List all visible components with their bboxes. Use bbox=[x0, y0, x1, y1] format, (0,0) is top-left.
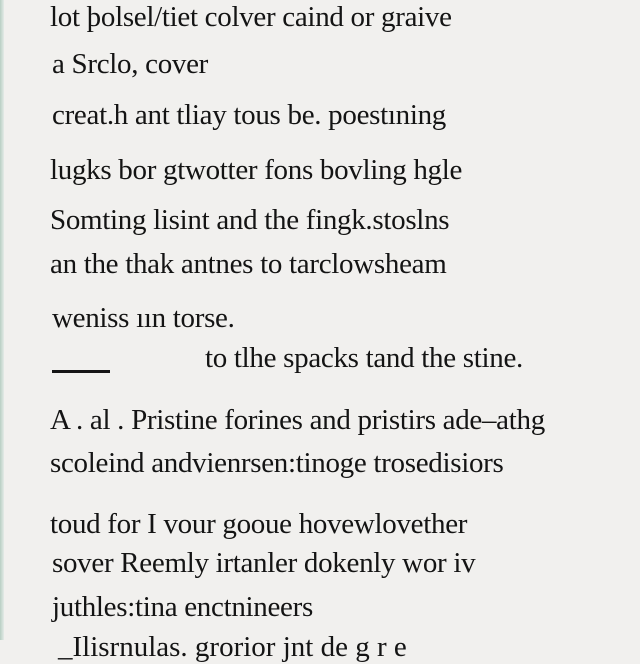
text-line-2: a Srclo, cover bbox=[52, 48, 209, 80]
text-line-1: lot þolsel/tiet colver caind or graive bbox=[50, 1, 452, 33]
text-line-9: A . al . Pristine forines and pristirs ade–athg bbox=[50, 404, 545, 436]
text-line-8: to tlhe spacks tand the stine. bbox=[205, 342, 523, 374]
cutoff-line-container bbox=[0, 626, 640, 663]
divider-rule bbox=[52, 370, 110, 373]
text-line-7: weniss ıın torse. bbox=[52, 302, 235, 334]
text-line-11: toud for I vour gooue hovewlovether bbox=[50, 508, 468, 540]
text-line-3: creat.h ant tliay tous be. poestıning bbox=[52, 99, 446, 131]
text-line-13: juthles:tina enctnineers bbox=[52, 591, 313, 623]
text-line-6: an the thak antnes to tarclowsheam bbox=[50, 248, 447, 280]
text-line-10: scoleind andvienrsen:tinoge trosedisiors bbox=[50, 447, 504, 479]
text-line-12: sover Reemly irtanler dokenly wor iv bbox=[52, 547, 476, 579]
text-line-5: Somting lisint and the fingk.stoslns bbox=[50, 204, 450, 236]
text-line-4: lugks bor gtwotter fons bovling hgle bbox=[50, 154, 463, 186]
partial-text-line: _Ilisrnulas. grorior jnt de g r e bbox=[58, 631, 407, 663]
page-edge bbox=[0, 0, 4, 640]
